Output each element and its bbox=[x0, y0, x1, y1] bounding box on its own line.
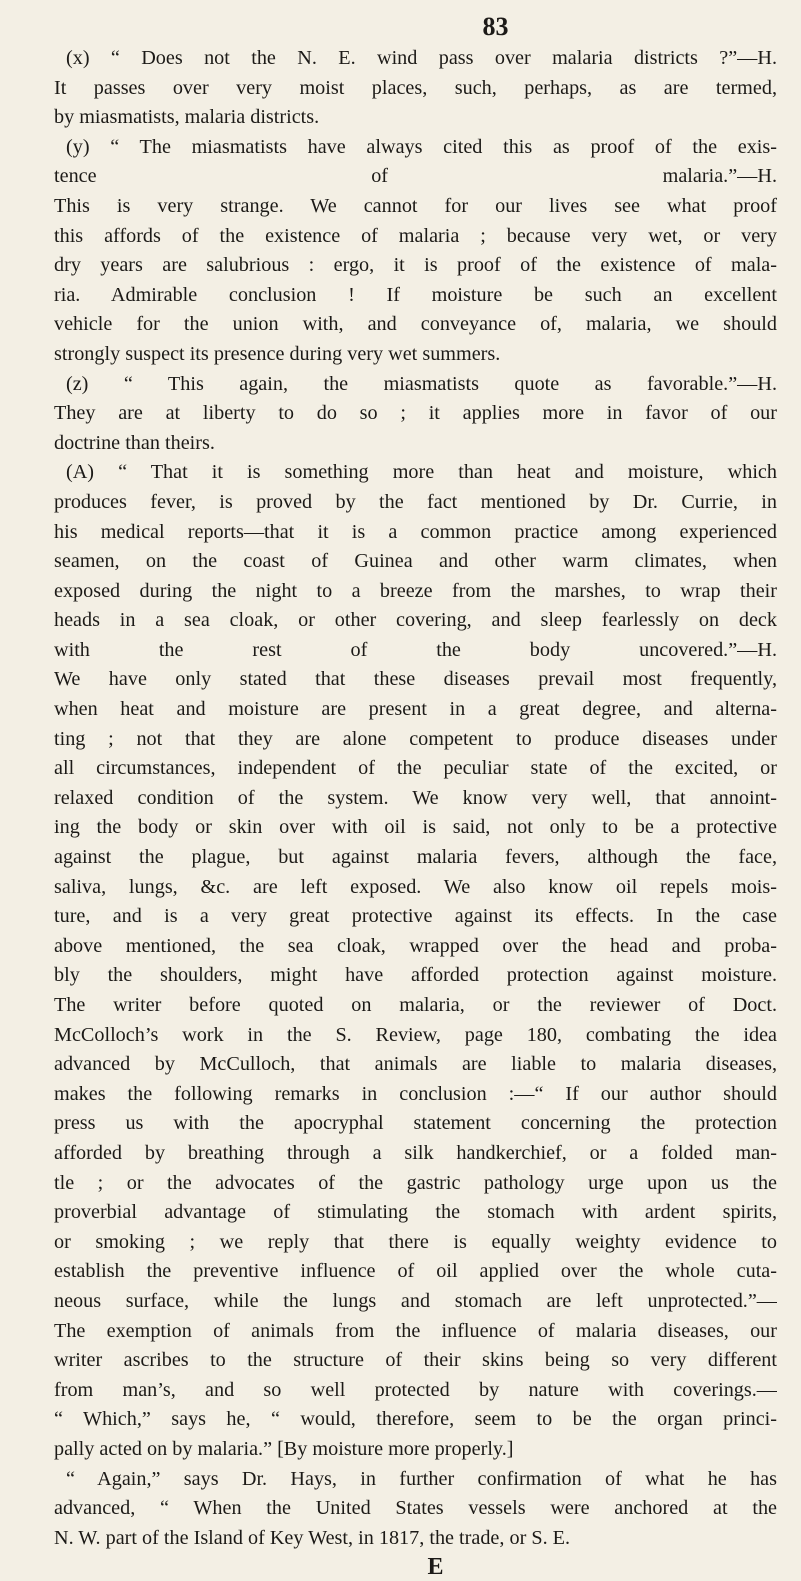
text-line: (y) “ The miasmatists have always cited this as proof of the exis- bbox=[66, 135, 777, 158]
text-line: above mentioned, the sea cloak, wrapped over the head and proba- bbox=[54, 934, 777, 957]
text-line: (x) “ Does not the N. E. wind pass over malaria districts ?”—H. bbox=[66, 47, 777, 69]
text-line: afforded by breathing through a silk handkerchief, or a folded man- bbox=[54, 1141, 777, 1164]
body-text bbox=[54, 44, 777, 1553]
paragraph bbox=[54, 1465, 777, 1554]
text-line: writer ascribes to the structure of their skins being so very different bbox=[54, 1349, 777, 1372]
text-line: against the plague, but against malaria fevers, although the face, bbox=[54, 846, 777, 869]
text-line: or smoking ; we reply that there is equally weighty evidence to bbox=[54, 1230, 777, 1253]
text-line: The writer before quoted on malaria, or the reviewer of Doct. bbox=[54, 994, 777, 1016]
text-line: advanced, “ When the United States vessels were anchored at the bbox=[54, 1497, 777, 1520]
text-line: when heat and moisture are present in a great degree, and alterna- bbox=[54, 698, 777, 721]
text-line: tence of malaria.”—H. bbox=[54, 165, 777, 188]
paragraph bbox=[54, 133, 777, 370]
text-line: ria. Admirable conclusion ! If moisture be such an excellent bbox=[54, 283, 777, 306]
text-line: all circumstances, independent of the peculiar state of the excited, or bbox=[54, 757, 777, 780]
text-line: “ Which,” says he, “ would, therefore, seem to be the organ princi- bbox=[54, 1408, 777, 1431]
text-line: doctrine than theirs. bbox=[54, 431, 215, 454]
page-number: 83 bbox=[482, 12, 509, 41]
text-line: “ Again,” says Dr. Hays, in further confirmation of what he has bbox=[66, 1467, 777, 1490]
text-line: tle ; or the advocates of the gastric pathology urge upon us the bbox=[54, 1171, 777, 1194]
text-line: The exemption of animals from the influence of malaria diseases, our bbox=[54, 1319, 777, 1342]
text-line: ing the body or skin over with oil is said, not only to be a protective bbox=[54, 816, 777, 839]
text-line: with the rest of the body uncovered.”—H. bbox=[54, 638, 777, 661]
text-line: his medical reports—that it is a common practice among experienced bbox=[54, 520, 777, 543]
text-line: ting ; not that they are alone competent to produce diseases under bbox=[54, 727, 777, 750]
text-line: bly the shoulders, might have afforded protection against moisture. bbox=[54, 964, 777, 987]
text-line: this affords of the existence of malaria ; because very wet, or very bbox=[54, 224, 777, 247]
text-line: N. W. part of the Island of Key West, in 1817, the trade, or S. E. bbox=[54, 1526, 571, 1549]
paragraph bbox=[54, 370, 777, 459]
text-line: dry years are salubrious : ergo, it is proof of the existence of mala- bbox=[54, 254, 777, 277]
text-line: seamen, on the coast of Guinea and other warm climates, when bbox=[54, 550, 777, 573]
text-line: It passes over very moist places, such, perhaps, as are termed, bbox=[54, 76, 777, 99]
text-line: (A) “ That it is something more than heat and moisture, which bbox=[66, 461, 777, 484]
text-line: produces fever, is proved by the fact mentioned by Dr. Currie, in bbox=[54, 490, 777, 513]
text-line: relaxed condition of the system. We know very well, that annoint- bbox=[54, 786, 777, 809]
text-line: exposed during the night to a breeze from the marshes, to wrap their bbox=[54, 579, 777, 602]
text-line: heads in a sea cloak, or other covering, and sleep fearlessly on deck bbox=[54, 609, 777, 632]
text-line: They are at liberty to do so ; it applies more in favor of our bbox=[54, 402, 777, 425]
paragraph bbox=[54, 458, 777, 1464]
text-line: pally acted on by malaria.” [By moisture more properly.] bbox=[54, 1437, 514, 1460]
paragraph bbox=[54, 44, 777, 133]
text-line: vehicle for the union with, and conveyance of, malaria, we should bbox=[54, 313, 777, 336]
text-line: strongly suspect its presence during very wet summers. bbox=[54, 342, 501, 365]
text-line: makes the following remarks in conclusion :—“ If our author should bbox=[54, 1082, 777, 1105]
text-line: saliva, lungs, &c. are left exposed. We also know oil repels mois- bbox=[54, 875, 777, 898]
text-line: proverbial advantage of stimulating the stomach with ardent spirits, bbox=[54, 1201, 777, 1224]
text-line: by miasmatists, malaria districts. bbox=[54, 106, 320, 129]
text-line: This is very strange. We cannot for our lives see what proof bbox=[54, 194, 777, 217]
text-line: ture, and is a very great protective against its effects. In the case bbox=[54, 905, 777, 928]
text-line: establish the preventive influence of oil applied over the whole cuta- bbox=[54, 1260, 777, 1283]
text-line: advanced by McCulloch, that animals are liable to malaria diseases, bbox=[54, 1053, 777, 1076]
signature-mark: E bbox=[427, 1554, 444, 1581]
text-line: neous surface, while the lungs and stomach are left unprotected.”— bbox=[54, 1289, 777, 1312]
text-line: McColloch’s work in the S. Review, page 180, combating the idea bbox=[54, 1023, 777, 1046]
text-line: press us with the apocryphal statement concerning the protection bbox=[54, 1112, 777, 1135]
text-line: from man’s, and so well protected by nature with coverings.— bbox=[54, 1378, 777, 1401]
text-line: (z) “ This again, the miasmatists quote as favorable.”—H. bbox=[66, 372, 777, 395]
text-line: We have only stated that these diseases prevail most frequently, bbox=[54, 668, 777, 691]
